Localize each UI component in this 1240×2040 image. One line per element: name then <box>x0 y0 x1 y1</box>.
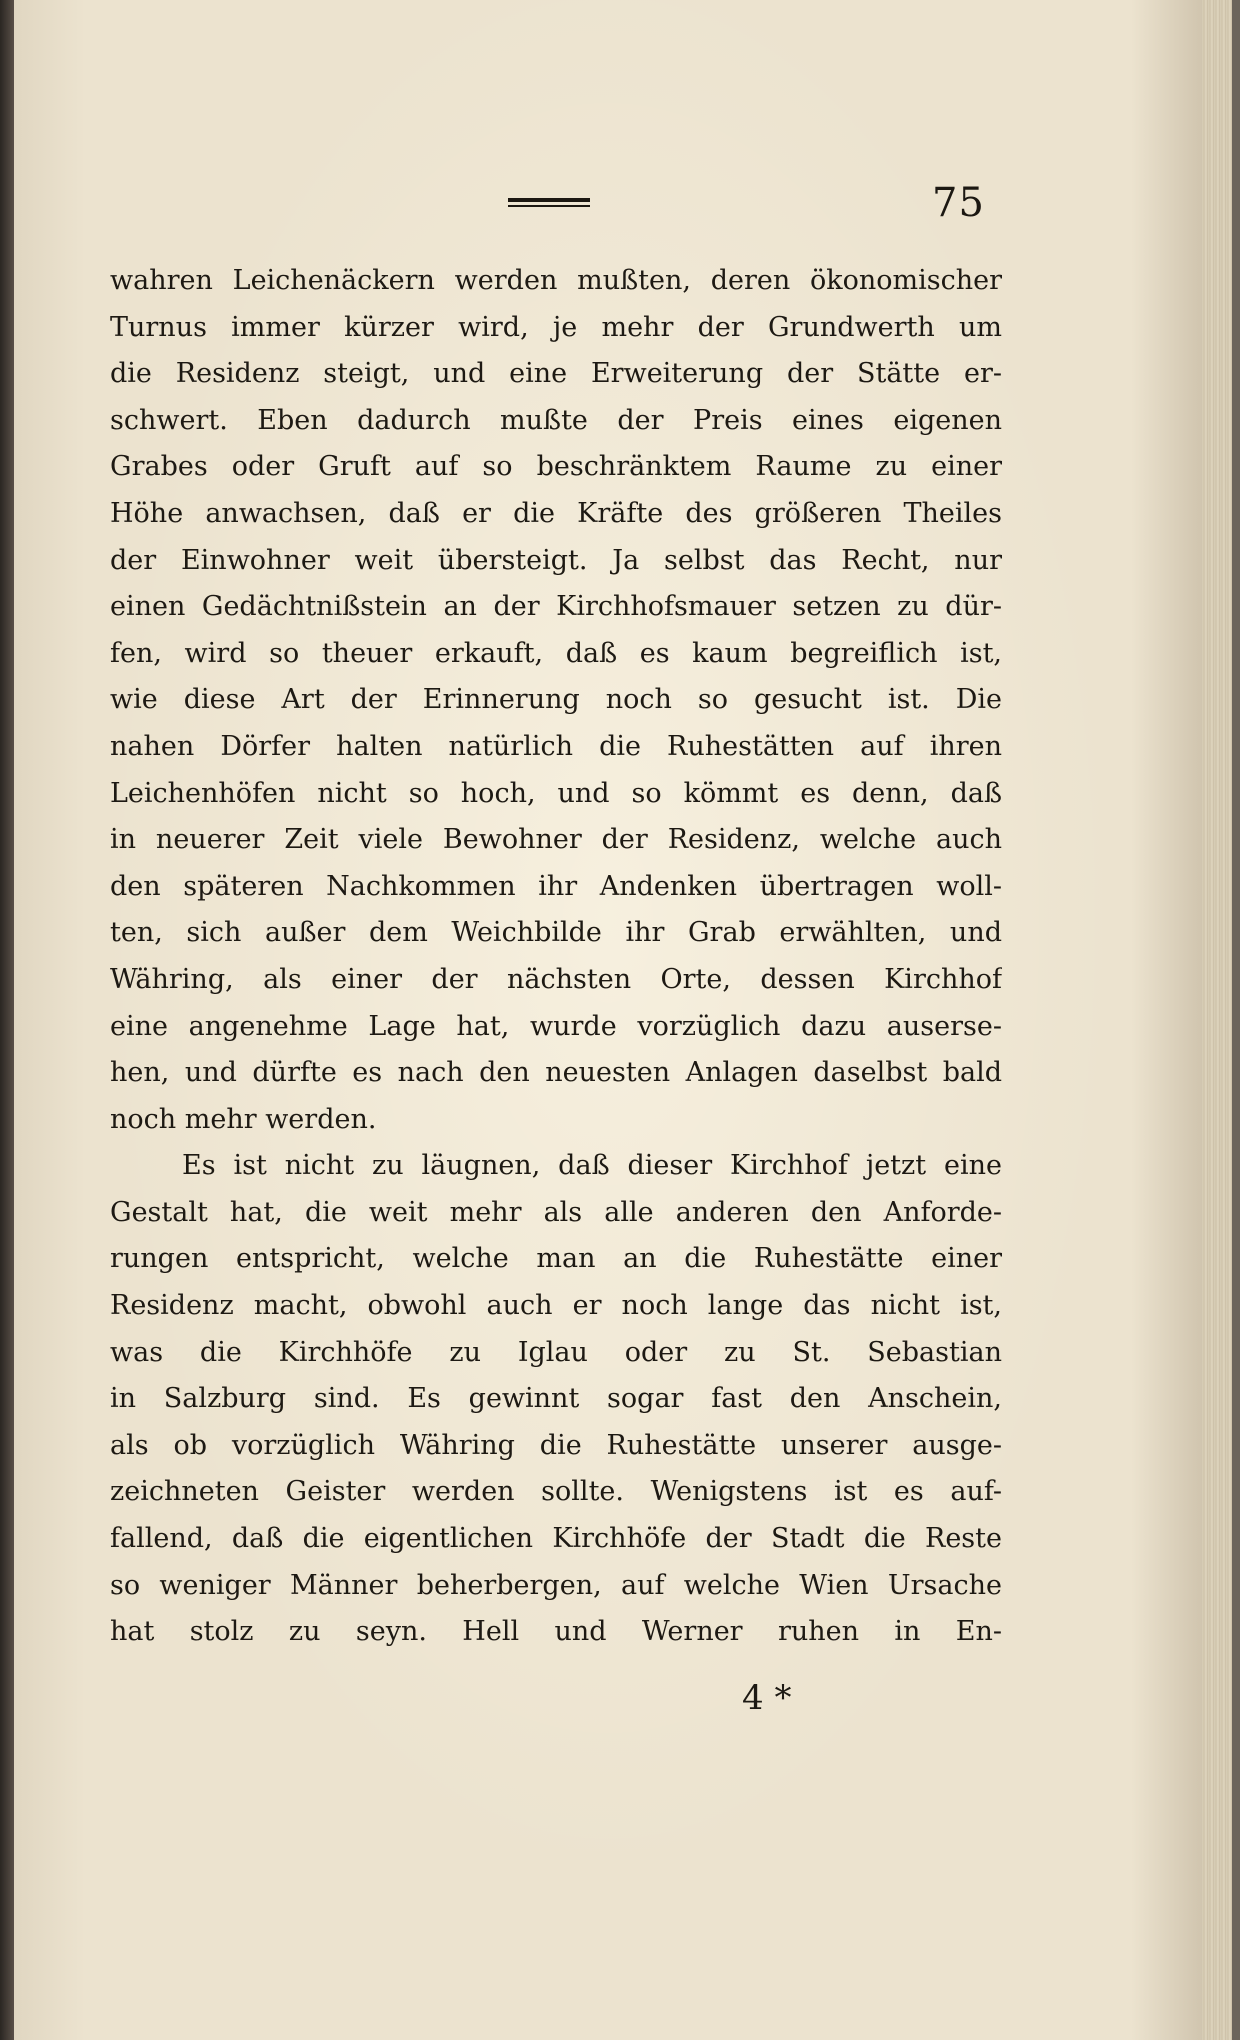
text-line: ten, sich außer dem Weichbilde ihr Grab erwählten, und <box>110 917 1002 949</box>
text-line: zeichneten Geister werden sollte. Wenigstens ist es auf- <box>110 1476 1002 1508</box>
text-line: so weniger Männer beherbergen, auf welche Wien Ursache <box>110 1569 1002 1601</box>
text-line: den späteren Nachkommen ihr Andenken übertragen woll- <box>110 870 1002 902</box>
header-rule <box>508 198 590 208</box>
text-line: was die Kirchhöfe zu Iglau oder zu St. Sebastian <box>110 1336 1002 1368</box>
text-line: in neuerer Zeit viele Bewohner der Residenz, welche auch <box>110 824 1002 856</box>
text-line: nahen Dörfer halten natürlich die Ruhestätten auf ihren <box>110 730 1002 762</box>
text-line: der Einwohner weit übersteigt. Ja selbst das Recht, nur <box>110 544 1002 576</box>
body-text <box>110 258 1002 1656</box>
text-line: wie diese Art der Erinnerung noch so gesucht ist. Die <box>110 684 1002 716</box>
text-line: eine angenehme Lage hat, wurde vorzüglich dazu auserse- <box>110 1010 1002 1042</box>
text-line: Währing, als einer der nächsten Orte, dessen Kirchhof <box>110 963 1002 995</box>
text-line: Turnus immer kürzer wird, je mehr der Grundwerth um <box>110 311 1002 343</box>
text-line: Leichenhöfen nicht so hoch, und so kömmt es denn, daß <box>110 777 1002 809</box>
text-line: fallend, daß die eigentlichen Kirchhöfe der Stadt die Reste <box>110 1523 1002 1555</box>
text-line: rungen entspricht, welche man an die Ruhestätte einer <box>110 1243 1002 1275</box>
text-line: Gestalt hat, die weit mehr als alle anderen den Anforde- <box>110 1196 1002 1228</box>
text-line: hat stolz zu seyn. Hell und Werner ruhen in En- <box>110 1616 1002 1648</box>
text-line: einen Gedächtnißstein an der Kirchhofsmauer setzen zu dür- <box>110 591 1002 623</box>
text-line: wahren Leichenäckern werden mußten, deren ökonomischer <box>110 265 1002 296</box>
text-line: Residenz macht, obwohl auch er noch lange das nicht ist, <box>110 1290 1002 1322</box>
text-line: fen, wird so theuer erkauft, daß es kaum begreiflich ist, <box>110 637 1002 669</box>
text-line: in Salzburg sind. Es gewinnt sogar fast den Anschein, <box>110 1383 1002 1415</box>
page-number: 75 <box>932 180 985 226</box>
book-page <box>14 0 1202 2040</box>
text-line: Es ist nicht zu läugnen, daß dieser Kirchhof jetzt eine <box>182 1150 1002 1182</box>
text-line: Grabes oder Gruft auf so beschränktem Raume zu einer <box>110 451 1002 483</box>
signature-mark: 4 * <box>742 1678 792 1718</box>
text-line: als ob vorzüglich Währing die Ruhestätte unserer ausge- <box>110 1429 1002 1461</box>
text-line: Höhe anwachsen, daß er die Kräfte des größeren Theiles <box>110 497 1002 529</box>
book-cover-edge <box>0 0 14 2040</box>
text-line: schwert. Eben dadurch mußte der Preis eines eigenen <box>110 404 1002 436</box>
text-line: noch mehr werden. <box>110 1103 377 1135</box>
text-line: hen, und dürfte es nach den neuesten Anlagen daselbst bald <box>110 1057 1002 1089</box>
page-stack-edge <box>1202 0 1240 2040</box>
text-line: die Residenz steigt, und eine Erweiterung der Stätte er- <box>110 358 1002 390</box>
